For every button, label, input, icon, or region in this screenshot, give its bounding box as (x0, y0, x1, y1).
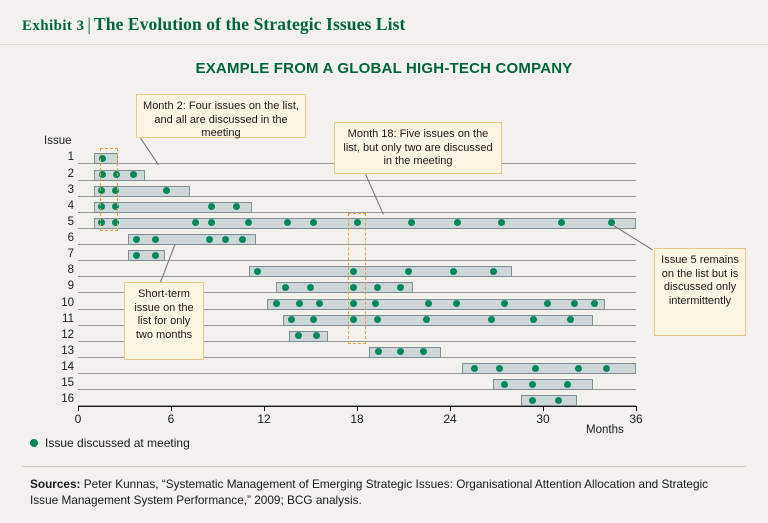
y-tick-label: 5 (67, 215, 74, 228)
x-tick-mark (543, 406, 544, 411)
issue-span-bar (283, 315, 593, 326)
meeting-discussion-dot (564, 381, 571, 388)
callout-short-term: Short-term issue on the list for only two months (124, 282, 204, 360)
meeting-discussion-dot (603, 365, 610, 372)
meeting-discussion-dot (571, 300, 578, 307)
x-tick-label: 30 (536, 412, 550, 426)
exhibit-label: Exhibit 3 (22, 18, 85, 34)
meeting-discussion-dot (307, 284, 314, 291)
meeting-discussion-dot (239, 236, 246, 243)
header-divider (0, 44, 768, 45)
issue-span-bar (276, 282, 412, 293)
y-tick-label: 12 (61, 328, 74, 341)
y-tick-label: 11 (62, 312, 74, 325)
y-tick-label: 1 (67, 151, 74, 164)
issue-span-bar (249, 266, 513, 277)
meeting-discussion-dot (555, 397, 562, 404)
page-title: The Evolution of the Strategic Issues List (93, 14, 406, 34)
legend-dot-icon (30, 439, 38, 447)
x-tick-label: 12 (257, 412, 271, 426)
y-tick-label: 15 (61, 377, 74, 390)
meeting-discussion-dot (222, 236, 229, 243)
x-tick-label: 6 (167, 412, 175, 426)
x-tick-label: 18 (350, 412, 364, 426)
x-tick-mark (171, 406, 172, 411)
y-tick-label: 7 (67, 248, 74, 261)
meeting-discussion-dot (397, 284, 404, 291)
meeting-discussion-dot (233, 203, 240, 210)
chart-row-line (78, 180, 636, 181)
meeting-discussion-dot (501, 300, 508, 307)
y-tick-label: 4 (67, 199, 74, 212)
meeting-discussion-dot (152, 252, 159, 259)
callout-month18: Month 18: Five issues on the list, but only two are discussed in the meeting (334, 122, 502, 174)
y-tick-label: 8 (67, 264, 74, 277)
meeting-discussion-dot (490, 268, 497, 275)
meeting-discussion-dot (206, 236, 213, 243)
meeting-discussion-dot (501, 381, 508, 388)
x-tick-mark (78, 406, 79, 411)
x-tick-mark (636, 406, 637, 411)
x-tick-label: 0 (74, 412, 82, 426)
callout-issue5: Issue 5 remains on the list but is discussed only intermittently (654, 248, 746, 336)
meeting-discussion-dot (453, 300, 460, 307)
y-tick-label: 10 (61, 296, 74, 309)
y-tick-label: 13 (61, 344, 74, 357)
chart-subtitle: EXAMPLE FROM A GLOBAL HIGH-TECH COMPANY (195, 60, 573, 77)
y-axis-title: Issue (44, 135, 72, 147)
y-tick-label: 3 (67, 183, 74, 196)
x-tick-mark (357, 406, 358, 411)
legend (30, 436, 190, 450)
meeting-discussion-dot (496, 365, 503, 372)
meeting-discussion-dot (163, 187, 170, 194)
callout-month2: Month 2: Four issues on the list, and all are discussed in the meeting (136, 94, 306, 138)
legend-label: Issue discussed at meeting (45, 436, 190, 450)
x-tick-label: 36 (629, 412, 643, 426)
issue-span-bar (128, 234, 257, 245)
meeting-discussion-dot (471, 365, 478, 372)
y-tick-label: 14 (61, 361, 74, 373)
header-separator: | (87, 14, 91, 34)
meeting-discussion-dot (374, 284, 381, 291)
highlight-box (100, 148, 118, 231)
meeting-discussion-dot (498, 219, 505, 226)
meeting-discussion-dot (529, 381, 536, 388)
x-tick-mark (450, 406, 451, 411)
meeting-discussion-dot (425, 300, 432, 307)
meeting-discussion-dot (295, 332, 302, 339)
exhibit-header (22, 14, 405, 35)
x-axis-title: Months (586, 424, 624, 436)
y-tick-label: 16 (61, 393, 74, 406)
meeting-discussion-dot (208, 203, 215, 210)
meeting-discussion-dot (282, 284, 289, 291)
sources-label: Sources: (30, 477, 81, 491)
x-tick-mark (264, 406, 265, 411)
meeting-discussion-dot (450, 268, 457, 275)
sources-divider (22, 466, 746, 467)
meeting-discussion-dot (374, 316, 381, 323)
y-tick-label: 9 (67, 280, 74, 293)
meeting-discussion-dot (133, 236, 140, 243)
x-tick-label: 24 (443, 412, 457, 426)
meeting-discussion-dot (575, 365, 582, 372)
sources-text: Peter Kunnas, “Systematic Management of Emerging Strategic Issues: Organisational Attention Allocation and Strategic Issue Management System Performance,” 2009; BCG analysis. (30, 477, 709, 507)
meeting-discussion-dot (532, 365, 539, 372)
issue-span-bar (493, 379, 592, 390)
sources-note (30, 476, 730, 508)
highlight-box (348, 213, 366, 344)
y-tick-label: 6 (67, 232, 74, 244)
meeting-discussion-dot (529, 397, 536, 404)
y-tick-label: 2 (67, 167, 74, 180)
meeting-discussion-dot (152, 236, 159, 243)
y-axis-ticks (50, 148, 74, 406)
meeting-discussion-dot (591, 300, 598, 307)
meeting-discussion-dot (273, 300, 280, 307)
meeting-discussion-dot (405, 268, 412, 275)
